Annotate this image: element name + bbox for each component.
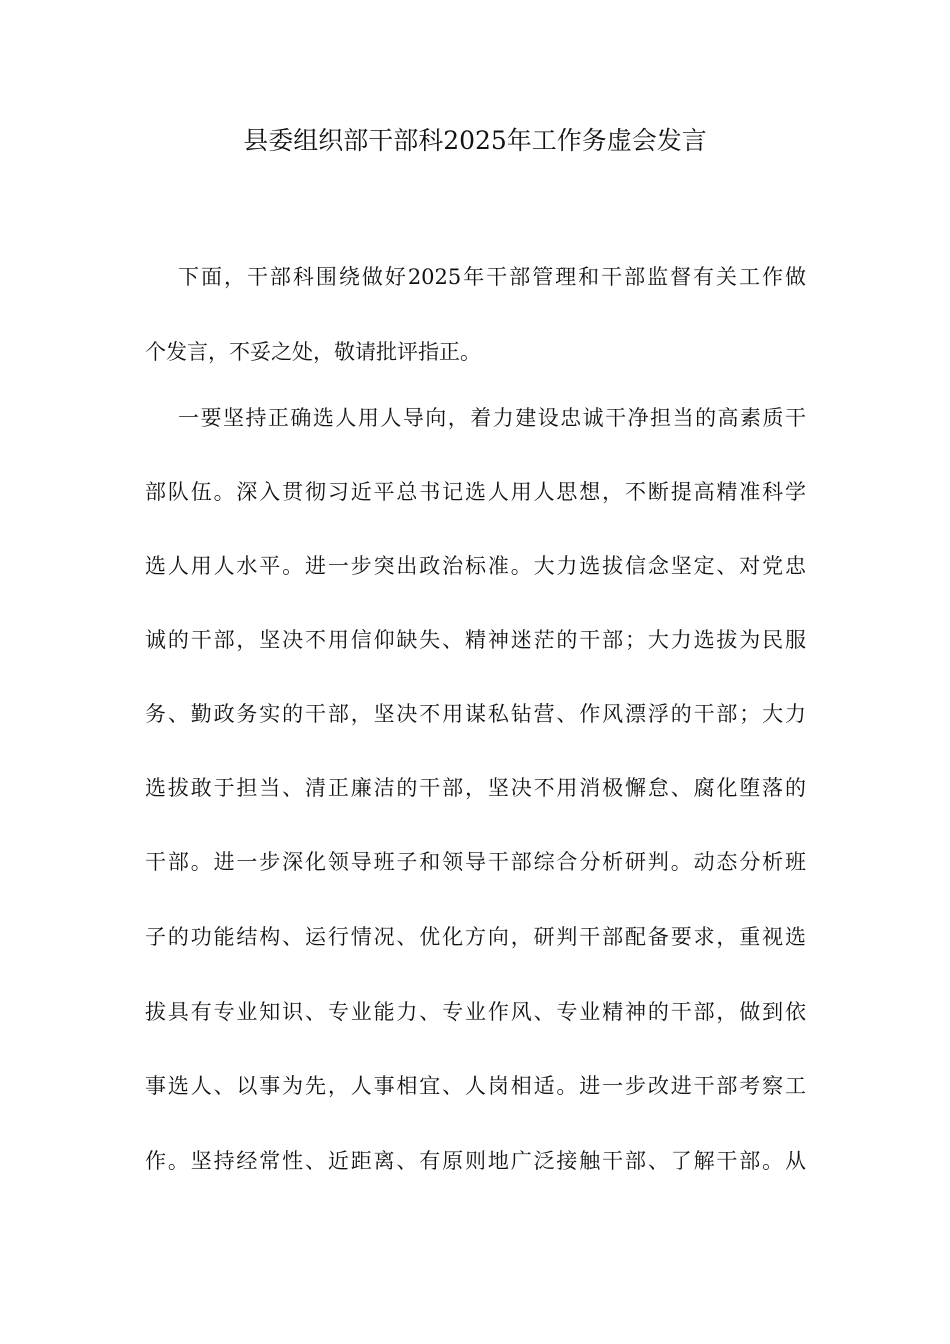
text-line: 下面，干部科围绕做好2025年干部管理和干部监督有关工作做	[178, 265, 806, 289]
text-line: 一要坚持正确选人用人导向，着力建设忠诚干净担当的高素质干	[178, 406, 806, 430]
text-line: 务、勤政务实的干部，坚决不用谋私钻营、作风漂浮的干部；大力	[145, 702, 806, 726]
text-line: 拔具有专业知识、专业能力、专业作风、专业精神的干部，做到依	[145, 1000, 806, 1024]
text-line: 子的功能结构、运行情况、优化方向，研判干部配备要求，重视选	[145, 925, 806, 949]
text-line: 诚的干部，坚决不用信仰缺失、精神迷茫的干部；大力选拔为民服	[145, 628, 806, 652]
text-line: 选人用人水平。进一步突出政治标准。大力选拔信念坚定、对党忠	[145, 554, 806, 578]
text-line: 事选人、以事为先，人事相宜、人岗相适。进一步改进干部考察工	[145, 1074, 806, 1098]
text-line: 干部。进一步深化领导班子和领导干部综合分析研判。动态分析班	[145, 850, 806, 874]
text-line: 部队伍。深入贯彻习近平总书记选人用人思想，不断提高精准科学	[145, 480, 806, 504]
text-line: 个发言，不妥之处，敬请批评指正。	[145, 340, 481, 364]
text-line: 选拔敢于担当、清正廉洁的干部，坚决不用消极懈怠、腐化堕落的	[145, 776, 806, 800]
text-line: 作。坚持经常性、近距离、有原则地广泛接触干部、了解干部。从	[145, 1149, 806, 1173]
document-title: 县委组织部干部科2025年工作务虚会发言	[243, 126, 707, 155]
